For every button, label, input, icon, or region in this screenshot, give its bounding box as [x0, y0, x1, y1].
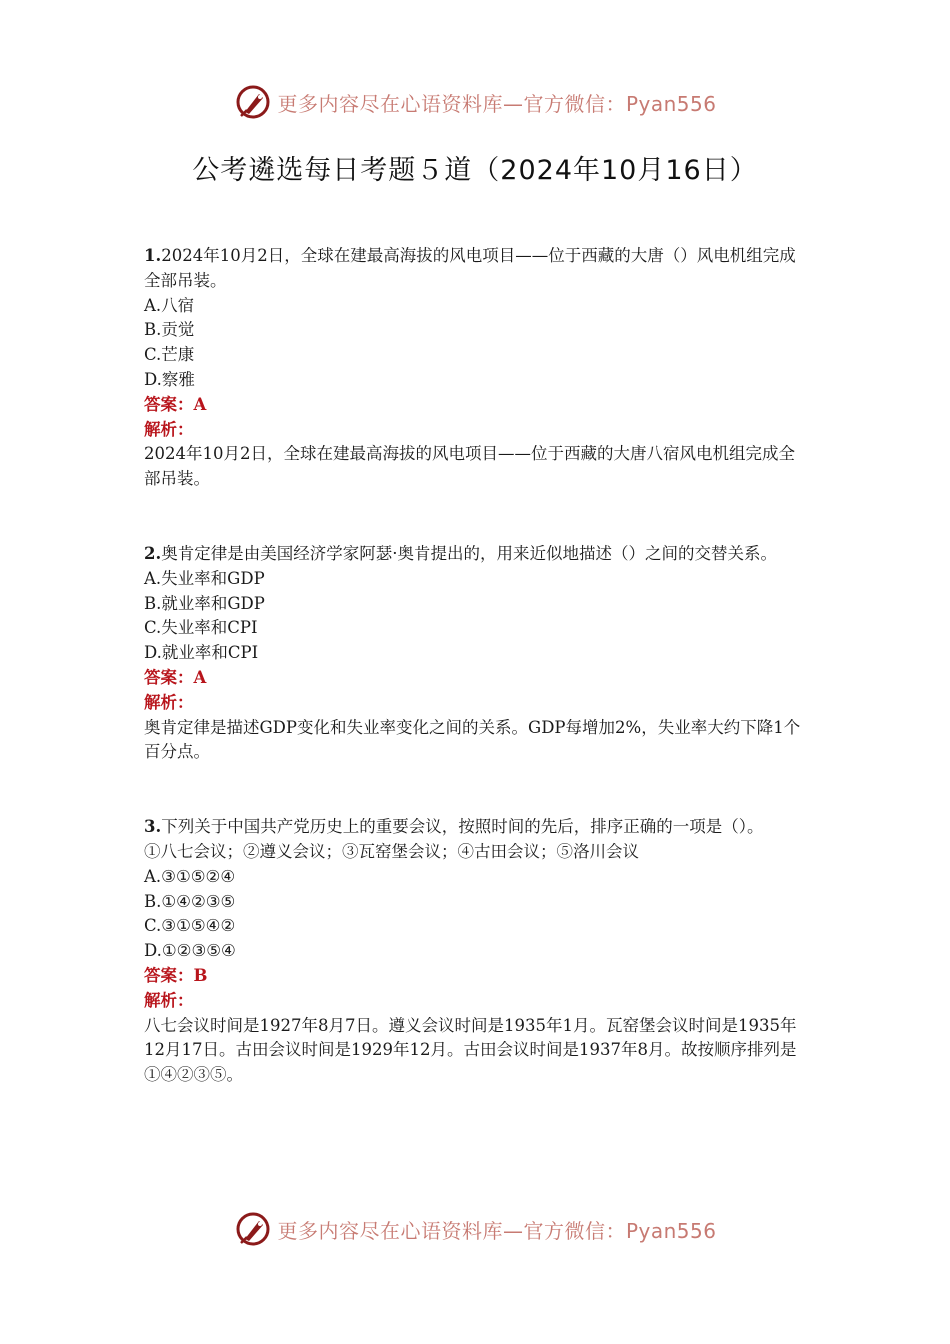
option-c: C.③①⑤④② — [144, 916, 236, 936]
question-number: 2. — [144, 543, 162, 563]
option-a: A.③①⑤②④ — [144, 866, 236, 886]
analysis-label: 解析： — [144, 990, 194, 1010]
option-d: D.就业率和CPI — [144, 643, 259, 663]
analysis-label: 解析： — [144, 419, 194, 439]
option-b: B.就业率和GDP — [144, 593, 265, 613]
question-number: 1. — [144, 246, 162, 265]
pen-nib-logo-icon — [233, 1209, 273, 1249]
answer: 答案：A — [144, 667, 207, 687]
question-list — [144, 244, 808, 1088]
question-1 — [144, 244, 808, 492]
question-number: 3. — [144, 817, 162, 837]
answer: 答案：A — [144, 394, 207, 414]
header-watermark — [0, 80, 950, 124]
option-c: C.芒康 — [144, 345, 195, 365]
analysis-text: 奥肯定律是描述GDP变化和失业率变化之间的关系。GDP每增加2%，失业率大约下降1个百分点。 — [144, 717, 801, 762]
question-text: 2024年10月2日，全球在建最高海拔的风电项目——位于西藏的大唐（）风电机组完成全部吊装。 — [144, 246, 796, 290]
option-a: A.八宿 — [144, 295, 195, 315]
question-items: ①八七会议；②遵义会议；③瓦窑堡会议；④古田会议；⑤洛川会议 — [144, 841, 639, 861]
footer-watermark — [0, 1207, 950, 1251]
page-title: 公考遴选每日考题５道（2024年10月16日） — [192, 155, 758, 186]
option-b: B.①④②③⑤ — [144, 891, 236, 911]
question-stem — [144, 244, 808, 294]
question-text: 奥肯定律是由美国经济学家阿瑟·奥肯提出的，用来近似地描述（）之间的交替关系。 — [161, 543, 777, 563]
answer: 答案：B — [144, 965, 208, 985]
option-c: C.失业率和CPI — [144, 618, 258, 638]
question-stem — [144, 542, 808, 567]
banner-text: 更多内容尽在心语资料库—官方微信：Pyan556 — [277, 91, 717, 116]
option-d: D.察雅 — [144, 369, 195, 389]
option-a: A.失业率和GDP — [144, 568, 265, 588]
analysis-text: 八七会议时间是1927年8月7日。遵义会议时间是1935年1月。瓦窑堡会议时间是1935年12月17日。古田会议时间是1929年12月。古田会议时间是1937年8月。故按顺序排列是①④②③⑤。 — [144, 1015, 797, 1085]
pen-nib-logo-icon — [233, 82, 273, 122]
question-text: 下列关于中国共产党历史上的重要会议，按照时间的先后，排序正确的一项是（）。 — [161, 817, 764, 837]
analysis-text: 2024年10月2日，全球在建最高海拔的风电项目——位于西藏的大唐八宿风电机组完成全部吊装。 — [144, 444, 795, 489]
question-stem — [144, 815, 808, 840]
question-3 — [144, 815, 808, 1088]
analysis-label: 解析： — [144, 692, 194, 712]
banner-text: 更多内容尽在心语资料库—官方微信：Pyan556 — [277, 1218, 717, 1243]
option-d: D.①②③⑤④ — [144, 941, 236, 961]
option-b: B.贡觉 — [144, 320, 195, 340]
question-2 — [144, 542, 808, 765]
